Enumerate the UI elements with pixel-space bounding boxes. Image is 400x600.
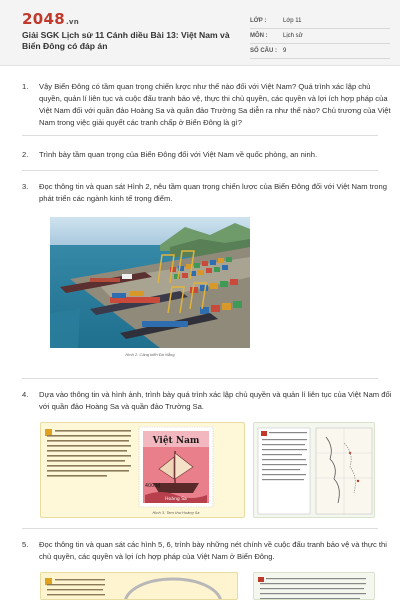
- logo-text: 2048: [22, 10, 65, 28]
- stamp-panel: [40, 422, 245, 518]
- meta-label: LỚP :: [250, 18, 267, 24]
- meta-value: Lớp 11: [283, 18, 302, 24]
- page-header: [0, 0, 400, 66]
- question-divider: [22, 135, 378, 136]
- map-illustration: [254, 423, 375, 518]
- question-divider: [22, 170, 378, 171]
- question-number: 1.: [22, 82, 29, 91]
- question-divider: [22, 378, 378, 379]
- port-illustration: [50, 217, 250, 348]
- stamp-country: Việt Nam: [152, 436, 200, 446]
- meta-row-subject: [250, 29, 390, 44]
- meta-row-count: [250, 44, 390, 59]
- question-text: Đọc thông tin và quan sát Hình 2, nêu tầm quan trọng chiến lược của Biển Đông đối với Việt Nam trong phát triển các ngành kinh tế trọng điểm.: [39, 182, 387, 203]
- question-number: 2.: [22, 150, 29, 159]
- stamp-value: 4000₫: [145, 484, 161, 489]
- info-panel-left: [40, 572, 238, 600]
- meta-table: [250, 14, 390, 59]
- info-panel-left-graphic: [41, 573, 238, 600]
- site-logo[interactable]: [22, 10, 79, 28]
- question-text: Trình bày tầm quan trọng của Biển Đông đối với Việt Nam về quốc phòng, an ninh.: [39, 150, 318, 159]
- meta-label: SỐ CÂU :: [250, 48, 277, 54]
- info-panel-right: [253, 572, 375, 600]
- figure-caption: Hình 2. Cảng biển Đà Nẵng: [125, 352, 175, 357]
- map-panel: [253, 422, 375, 518]
- logo-suffix: .vn: [65, 18, 80, 26]
- question-text: Vậy Biển Đông có tầm quan trọng chiến lược như thế nào đối với Việt Nam? Quá trình xác lập chủ quyền, quản lí liên tục và cuộc đấu tranh bảo vệ, thực thi chủ quyền, các quyền và lợi ích hợp pháp của Việt Nam đối với quần đảo Hoàng Sa và quần đảo Trường Sa diễn ra như thế nào? Chủ trương của Việt Nam trong việc giải quyết các tranh chấp ở Biển Đông là gì?: [39, 82, 391, 127]
- question-number: 3.: [22, 182, 29, 191]
- question-number: 5.: [22, 540, 29, 549]
- question-divider: [22, 528, 378, 529]
- meta-value: 9: [283, 48, 287, 54]
- stamp-illustration: [41, 423, 245, 518]
- meta-label: MÔN :: [250, 33, 268, 39]
- meta-value: Lịch sử: [283, 33, 303, 39]
- question-number: 4.: [22, 390, 29, 399]
- question-text: Dựa vào thông tin và hình ảnh, trình bày quá trình xác lập chủ quyền và quản lí liên tục của Việt Nam đối với quần đảo Hoàng Sa và quần đảo Trường Sa.: [39, 390, 392, 411]
- stamp-caption: Hoàng Sa: [165, 497, 187, 502]
- port-photo: [50, 217, 250, 348]
- document-title: Giải SGK Lịch sử 11 Cánh diều Bài 13: Việt Nam và Biển Đông có đáp án: [22, 30, 230, 51]
- info-panel-right-graphic: [254, 573, 375, 600]
- question-text: Đọc thông tin và quan sát các hình 5, 6, trình bày những nét chính về cuộc đấu tranh bảo vệ và thực thi chủ quyền, các quyền và lợi ích hợp pháp của Việt Nam ở Biển Đông.: [39, 540, 387, 561]
- stamp-panel-caption: Hình 3. Tem thư Hoàng Sa: [152, 511, 200, 515]
- meta-row-class: [250, 14, 390, 29]
